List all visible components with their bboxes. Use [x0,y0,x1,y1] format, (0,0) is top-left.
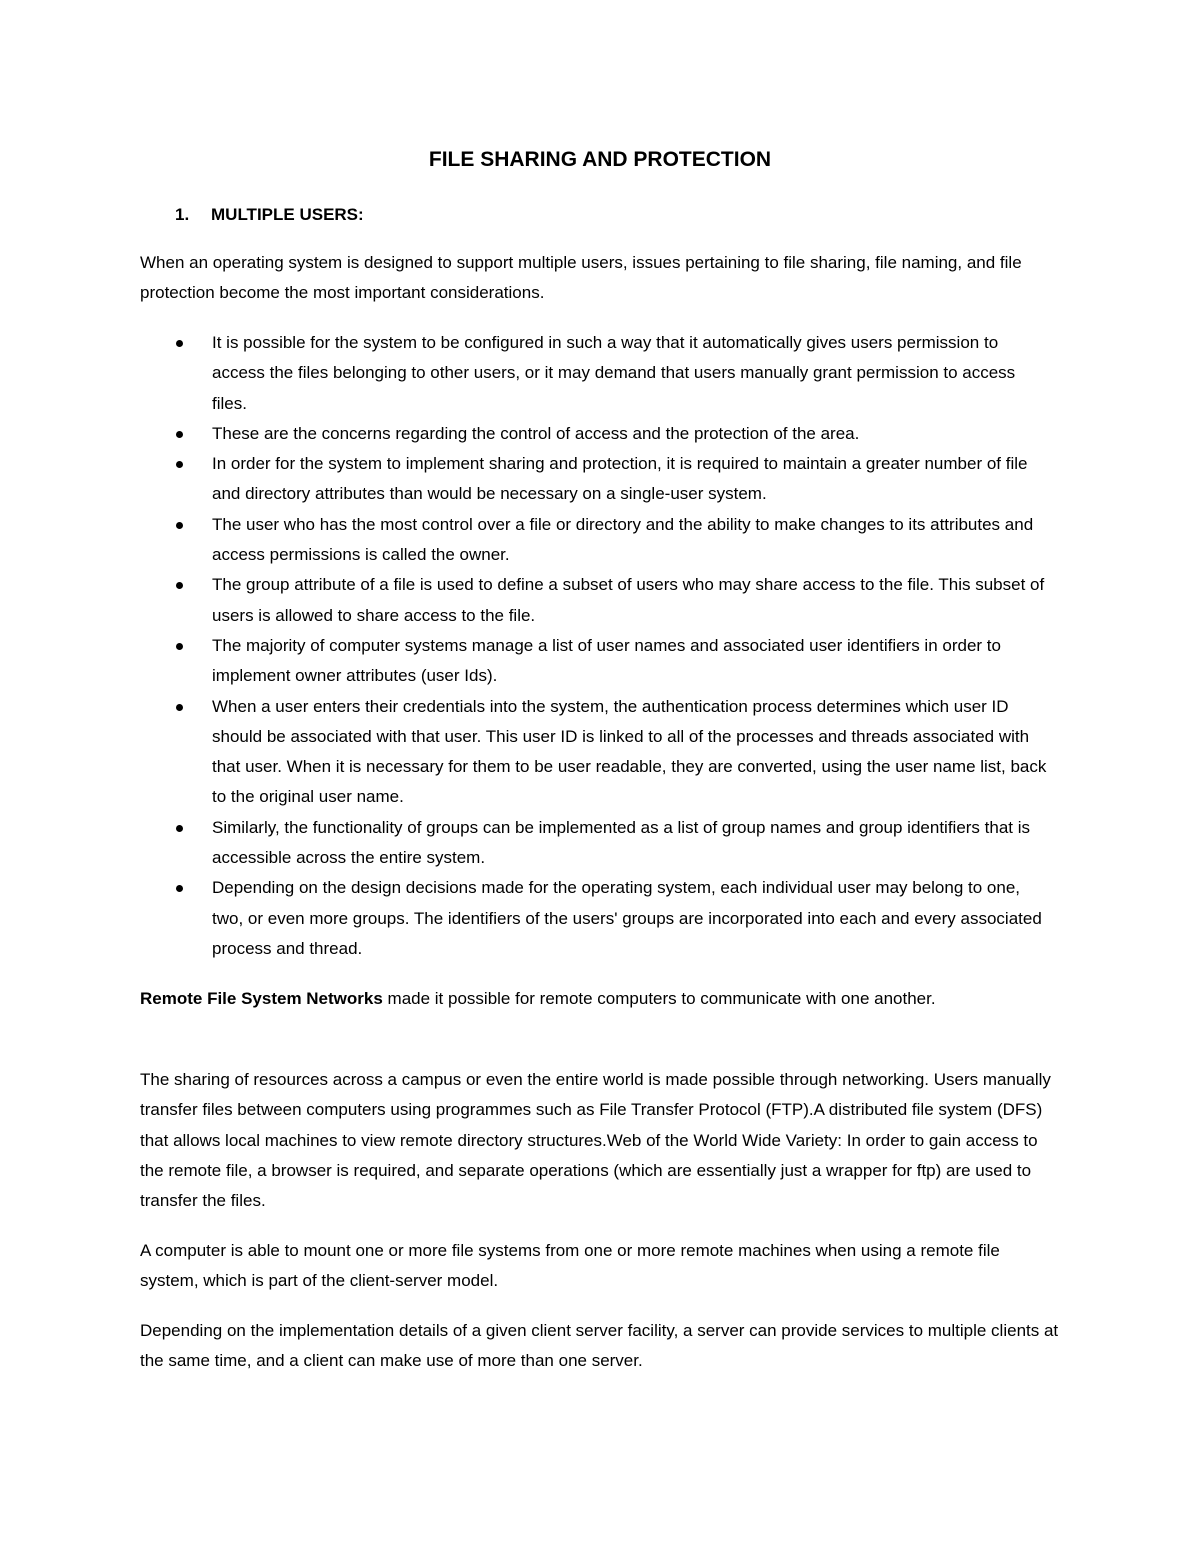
bullet-icon [176,522,183,529]
page-title: FILE SHARING AND PROTECTION [428,148,772,171]
list-item [140,873,1050,964]
list-item-text: In order for the system to implement sharing and protection, it is required to maintain a greater number of file and directory attributes than would be necessary on a single-user system. [212,454,1028,504]
list-item [140,328,1050,419]
list-item [140,813,1050,874]
intro-paragraph: When an operating system is designed to support multiple users, issues pertaining to file sharing, file naming, and file protection become the most important considerations. [140,253,1022,303]
list-item [140,692,1050,813]
section-heading [175,203,364,227]
bullet-icon [176,461,183,468]
list-item [140,570,1050,631]
list-item-text: These are the concerns regarding the control of access and the protection of the area. [212,423,860,443]
bullet-icon [176,340,183,347]
bullet-icon [176,704,183,711]
section-title: MULTIPLE USERS: [211,205,364,224]
bullet-icon [176,431,183,438]
client-server-paragraph: Depending on the implementation details of a given client server facility, a server can provide services to multiple clients at the same time, and a client can make use of more than one server. [140,1321,1059,1371]
bullet-icon [176,582,183,589]
list-item-text: Depending on the design decisions made for the operating system, each individual user may belong to one, two, or even more groups. The identifiers of the users' groups are incorporated into each and every associated process and thread. [212,878,1042,958]
bullet-icon [176,643,183,650]
list-item-text: The user who has the most control over a file or directory and the ability to make changes to its attributes and access permissions is called the owner. [212,514,1034,565]
list-item-text: Similarly, the functionality of groups can be implemented as a list of group names and group identifiers that is accessible across the entire system. [212,817,1031,868]
bullet-icon [176,885,183,892]
bullet-icon [176,825,183,832]
networking-paragraph: The sharing of resources across a campus or even the entire world is made possible through networking. Users manually transfer files between computers using programmes such as File Transfer Protocol (FTP).A distributed file system (DFS) that allows local machines to view remote directory structures.Web of the World Wide Variety: In order to gain access to the remote file, a browser is required, and separate operations (which are essentially just a wrapper for ftp) are used to transfer the files. [140,1070,1051,1211]
remote-file-system-text: made it possible for remote computers to communicate with one another. [382,989,936,1008]
remote-file-system-paragraph [140,984,1060,1014]
list-item [140,510,1050,571]
list-item [140,631,1050,692]
list-item [140,419,1050,449]
list-item-text: It is possible for the system to be configured in such a way that it automatically gives users permission to access the files belonging to other users, or it may demand that users manually grant permission to access files. [212,333,1016,413]
list-item-text: The group attribute of a file is used to define a subset of users who may share access to the file. This subset of users is allowed to share access to the file. [212,575,1045,625]
remote-file-system-term: Remote File System Networks [140,989,383,1008]
bullet-list [140,328,1050,964]
list-item-text: When a user enters their credentials into the system, the authentication process determines which user ID should be associated with that user. This user ID is linked to all of the processes and threads associated with that user. When it is necessary for them to be user readable, they are converted, using the user name list, back to the original user name. [212,696,1047,807]
list-item [140,449,1050,510]
section-number: 1. [175,205,190,224]
list-item-text: The majority of computer systems manage a list of user names and associated user identifiers in order to implement owner attributes (user Ids). [212,635,1001,686]
mount-paragraph: A computer is able to mount one or more file systems from one or more remote machines when using a remote file system, which is part of the client-server model. [140,1241,1000,1291]
